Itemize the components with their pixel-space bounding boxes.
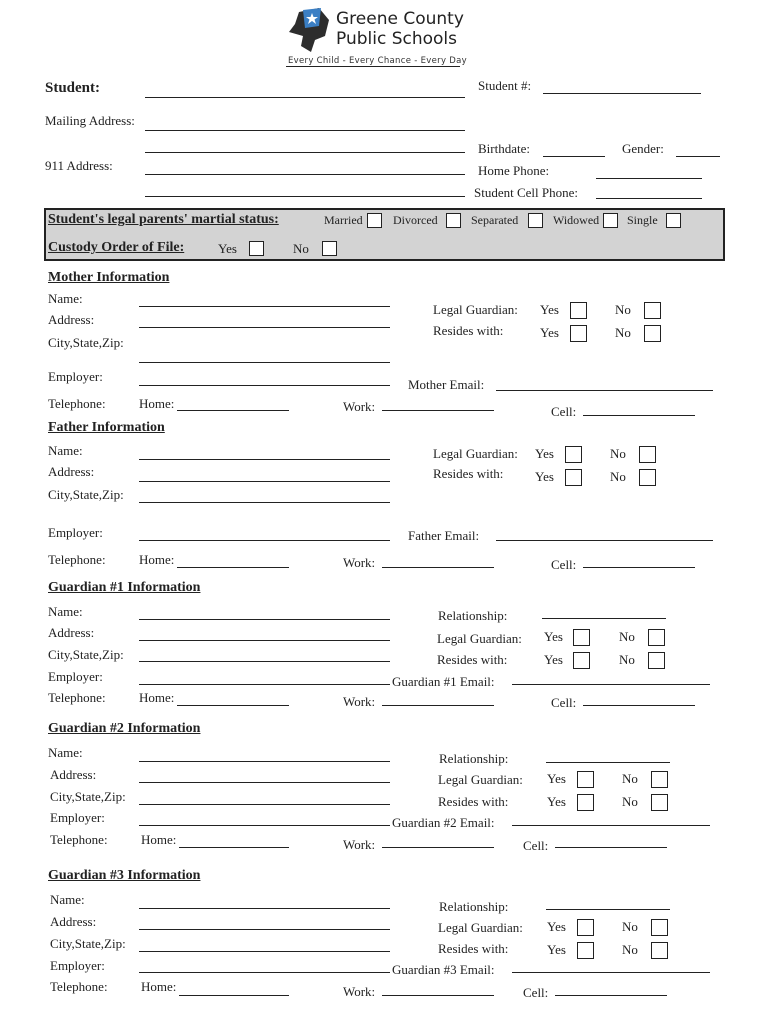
guardian1-rw-yes-checkbox[interactable] [573, 652, 590, 669]
guardian1-telephone-label: Telephone: [48, 690, 106, 705]
guardian1-home-phone-field[interactable] [177, 705, 289, 706]
guardian3-telephone-label: Telephone: [50, 979, 108, 994]
student-name-field[interactable] [145, 97, 465, 98]
status-separated-checkbox[interactable] [528, 213, 543, 228]
guardian3-address-field[interactable] [139, 929, 390, 930]
father-lg-no-label: No [610, 446, 626, 461]
mailing-address-label: Mailing Address: [45, 113, 135, 128]
mother-home-phone-field[interactable] [177, 410, 289, 411]
mother-rw-yes-checkbox[interactable] [570, 325, 587, 342]
guardian3-home-phone-field[interactable] [179, 995, 289, 996]
home-phone-label: Home Phone: [478, 163, 550, 178]
guardian3-work-label: Work: [343, 984, 376, 999]
guardian1-rw-no-checkbox[interactable] [648, 652, 665, 669]
logo-line-2: Public Schools [336, 29, 458, 49]
guardian2-lg-no-checkbox[interactable] [651, 771, 668, 788]
father-email-field[interactable] [496, 540, 713, 541]
mother-rw-yes-label: Yes [540, 325, 559, 340]
guardian3-email-field[interactable] [512, 972, 710, 973]
custody-no-checkbox[interactable] [322, 241, 337, 256]
guardian1-work-phone-field[interactable] [382, 705, 494, 706]
guardian3-address-label: Address: [50, 914, 97, 929]
custody-label: Custody Order of File: [48, 240, 185, 255]
home-phone-field[interactable] [596, 178, 702, 179]
mother-rw-no-checkbox[interactable] [644, 325, 661, 342]
guardian1-rw-no-label: No [619, 652, 635, 667]
guardian1-lg-no-checkbox[interactable] [648, 629, 665, 646]
guardian3-work-phone-field[interactable] [382, 995, 494, 996]
father-lg-yes-checkbox[interactable] [565, 446, 582, 463]
father-city-field[interactable] [139, 502, 390, 503]
father-home-label: Home: [139, 552, 175, 567]
status-separated-label: Separated [471, 213, 519, 227]
guardian1-lg-yes-checkbox[interactable] [573, 629, 590, 646]
father-cell-label: Cell: [551, 557, 577, 572]
father-cell-field[interactable] [583, 567, 695, 568]
mother-lg-yes-checkbox[interactable] [570, 302, 587, 319]
mother-employer-field[interactable] [139, 385, 390, 386]
status-widowed-checkbox[interactable] [603, 213, 618, 228]
guardian2-section-title: Guardian #2 Information [48, 721, 201, 736]
guardian1-work-label: Work: [343, 694, 376, 709]
father-name-field[interactable] [139, 459, 390, 460]
guardian3-lg-no-checkbox[interactable] [651, 919, 668, 936]
guardian3-resides-label: Resides with: [438, 941, 509, 956]
guardian3-city-label: City,State,Zip: [50, 936, 126, 951]
mother-city-label: City,State,Zip: [48, 335, 124, 350]
guardian2-home-phone-field[interactable] [179, 847, 289, 848]
guardian2-relationship-label: Relationship: [439, 751, 509, 766]
father-home-phone-field[interactable] [177, 567, 289, 568]
guardian3-relationship-field[interactable] [546, 909, 670, 910]
address-911-field-2[interactable] [145, 196, 465, 197]
guardian2-home-label: Home: [141, 832, 177, 847]
guardian1-email-field[interactable] [512, 684, 710, 685]
guardian1-lg-no-label: No [619, 629, 635, 644]
guardian2-telephone-label: Telephone: [50, 832, 108, 847]
guardian1-rw-yes-label: Yes [544, 652, 563, 667]
address-911-field[interactable] [145, 174, 465, 175]
father-section-title: Father Information [48, 420, 165, 435]
guardian1-address-label: Address: [48, 625, 95, 640]
guardian2-name-label: Name: [48, 745, 83, 760]
guardian2-work-label: Work: [343, 837, 376, 852]
marital-status-label: Student's legal parents' martial status: [48, 212, 279, 227]
father-employer-field[interactable] [139, 540, 390, 541]
father-address-field[interactable] [139, 481, 390, 482]
mother-lg-no-checkbox[interactable] [644, 302, 661, 319]
student-cell-label: Student Cell Phone: [474, 185, 578, 200]
father-rw-yes-checkbox[interactable] [565, 469, 582, 486]
mother-email-field[interactable] [496, 390, 713, 391]
guardian2-cell-label: Cell: [523, 838, 549, 853]
mother-rw-no-label: No [615, 325, 631, 340]
father-resides-label: Resides with: [433, 466, 504, 481]
custody-yes-checkbox[interactable] [249, 241, 264, 256]
guardian2-lg-yes-label: Yes [547, 771, 566, 786]
guardian2-cell-field[interactable] [555, 847, 667, 848]
guardian2-address-label: Address: [50, 767, 97, 782]
guardian2-email-field[interactable] [512, 825, 710, 826]
mailing-address-field-2[interactable] [145, 152, 465, 153]
custody-no-label: No [293, 241, 309, 256]
guardian3-section-title: Guardian #3 Information [48, 868, 201, 883]
guardian1-employer-label: Employer: [48, 669, 103, 684]
status-divorced-label: Divorced [393, 213, 438, 227]
guardian2-city-field[interactable] [139, 804, 390, 805]
guardian2-address-field[interactable] [139, 782, 390, 783]
guardian2-name-field[interactable] [139, 761, 390, 762]
guardian3-legal-guardian-label: Legal Guardian: [438, 920, 523, 935]
guardian2-rw-no-checkbox[interactable] [651, 794, 668, 811]
mother-work-phone-field[interactable] [382, 410, 494, 411]
mother-name-label: Name: [48, 291, 83, 306]
student-label: Student: [45, 80, 101, 96]
guardian3-email-label: Guardian #3 Email: [392, 962, 495, 977]
father-work-phone-field[interactable] [382, 567, 494, 568]
guardian1-city-field[interactable] [139, 661, 390, 662]
guardian1-relationship-field[interactable] [542, 618, 666, 619]
guardian2-rw-no-label: No [622, 794, 638, 809]
guardian2-employer-field[interactable] [139, 825, 390, 826]
guardian1-name-field[interactable] [139, 619, 390, 620]
mother-city-field[interactable] [139, 362, 390, 363]
guardian2-rw-yes-label: Yes [547, 794, 566, 809]
gender-label: Gender: [622, 141, 664, 156]
mother-lg-yes-label: Yes [540, 302, 559, 317]
mother-name-field[interactable] [139, 306, 390, 307]
status-married-label: Married [324, 213, 363, 227]
father-email-label: Father Email: [408, 528, 480, 543]
guardian3-name-label: Name: [50, 892, 85, 907]
mother-telephone-label: Telephone: [48, 396, 106, 411]
guardian3-employer-label: Employer: [50, 958, 105, 973]
guardian1-address-field[interactable] [139, 640, 390, 641]
gender-field[interactable] [676, 156, 720, 157]
father-employer-label: Employer: [48, 525, 103, 540]
guardian2-resides-label: Resides with: [438, 794, 509, 809]
father-rw-no-label: No [610, 469, 626, 484]
guardian3-rw-no-checkbox[interactable] [651, 942, 668, 959]
guardian3-relationship-label: Relationship: [439, 899, 509, 914]
father-name-label: Name: [48, 443, 83, 458]
guardian3-lg-yes-checkbox[interactable] [577, 919, 594, 936]
guardian1-city-label: City,State,Zip: [48, 647, 124, 662]
student-number-label: Student #: [478, 78, 532, 93]
guardian2-relationship-field[interactable] [546, 762, 670, 763]
mother-address-field[interactable] [139, 327, 390, 328]
father-rw-no-checkbox[interactable] [639, 469, 656, 486]
guardian3-lg-yes-label: Yes [547, 919, 566, 934]
guardian2-lg-yes-checkbox[interactable] [577, 771, 594, 788]
guardian1-home-label: Home: [139, 690, 175, 705]
mother-section-title: Mother Information [48, 270, 170, 285]
birthdate-field[interactable] [543, 156, 605, 157]
guardian1-legal-guardian-label: Legal Guardian: [437, 631, 522, 646]
guardian3-lg-no-label: No [622, 919, 638, 934]
guardian3-cell-field[interactable] [555, 995, 667, 996]
father-city-label: City,State,Zip: [48, 487, 124, 502]
guardian1-cell-label: Cell: [551, 695, 577, 710]
mailing-address-field[interactable] [145, 130, 465, 131]
guardian3-name-field[interactable] [139, 908, 390, 909]
guardian2-employer-label: Employer: [50, 810, 105, 825]
guardian1-email-label: Guardian #1 Email: [392, 674, 495, 689]
guardian2-rw-yes-checkbox[interactable] [577, 794, 594, 811]
guardian2-legal-guardian-label: Legal Guardian: [438, 772, 523, 787]
guardian2-lg-no-label: No [622, 771, 638, 786]
guardian3-rw-yes-checkbox[interactable] [577, 942, 594, 959]
guardian1-name-label: Name: [48, 604, 83, 619]
mother-cell-field[interactable] [583, 415, 695, 416]
father-telephone-label: Telephone: [48, 552, 106, 567]
guardian2-city-label: City,State,Zip: [50, 789, 126, 804]
guardian1-relationship-label: Relationship: [438, 608, 508, 623]
custody-yes-label: Yes [218, 241, 237, 256]
status-single-checkbox[interactable] [666, 213, 681, 228]
mother-address-label: Address: [48, 312, 95, 327]
guardian3-rw-yes-label: Yes [547, 942, 566, 957]
status-divorced-checkbox[interactable] [446, 213, 461, 228]
guardian2-email-label: Guardian #2 Email: [392, 815, 495, 830]
mother-resides-label: Resides with: [433, 323, 504, 338]
father-lg-no-checkbox[interactable] [639, 446, 656, 463]
father-rw-yes-label: Yes [535, 469, 554, 484]
student-number-field[interactable] [543, 93, 701, 94]
guardian1-resides-label: Resides with: [437, 652, 508, 667]
logo-tagline: Every Child - Every Chance - Every Day [288, 56, 467, 66]
mother-work-label: Work: [343, 399, 376, 414]
guardian3-city-field[interactable] [139, 951, 390, 952]
mother-email-label: Mother Email: [408, 377, 485, 392]
student-cell-field[interactable] [596, 198, 702, 199]
guardian1-lg-yes-label: Yes [544, 629, 563, 644]
mother-home-label: Home: [139, 396, 175, 411]
guardian3-employer-field[interactable] [139, 972, 390, 973]
mother-lg-no-label: No [615, 302, 631, 317]
guardian2-work-phone-field[interactable] [382, 847, 494, 848]
address-911-label: 911 Address: [45, 158, 113, 173]
school-logo-icon [285, 6, 335, 54]
father-legal-guardian-label: Legal Guardian: [433, 446, 518, 461]
mother-cell-label: Cell: [551, 404, 577, 419]
birthdate-label: Birthdate: [478, 141, 530, 156]
status-married-checkbox[interactable] [367, 213, 382, 228]
guardian3-rw-no-label: No [622, 942, 638, 957]
mother-employer-label: Employer: [48, 369, 103, 384]
mother-legal-guardian-label: Legal Guardian: [433, 302, 518, 317]
logo-line-1: Greene County [336, 9, 464, 29]
guardian3-home-label: Home: [141, 979, 177, 994]
tagline-rule [286, 66, 460, 67]
guardian1-employer-field[interactable] [139, 684, 390, 685]
status-widowed-label: Widowed [553, 213, 600, 227]
guardian1-cell-field[interactable] [583, 705, 695, 706]
father-work-label: Work: [343, 555, 376, 570]
status-single-label: Single [627, 213, 658, 227]
guardian3-cell-label: Cell: [523, 985, 549, 1000]
father-address-label: Address: [48, 464, 95, 479]
guardian1-section-title: Guardian #1 Information [48, 580, 201, 595]
father-lg-yes-label: Yes [535, 446, 554, 461]
